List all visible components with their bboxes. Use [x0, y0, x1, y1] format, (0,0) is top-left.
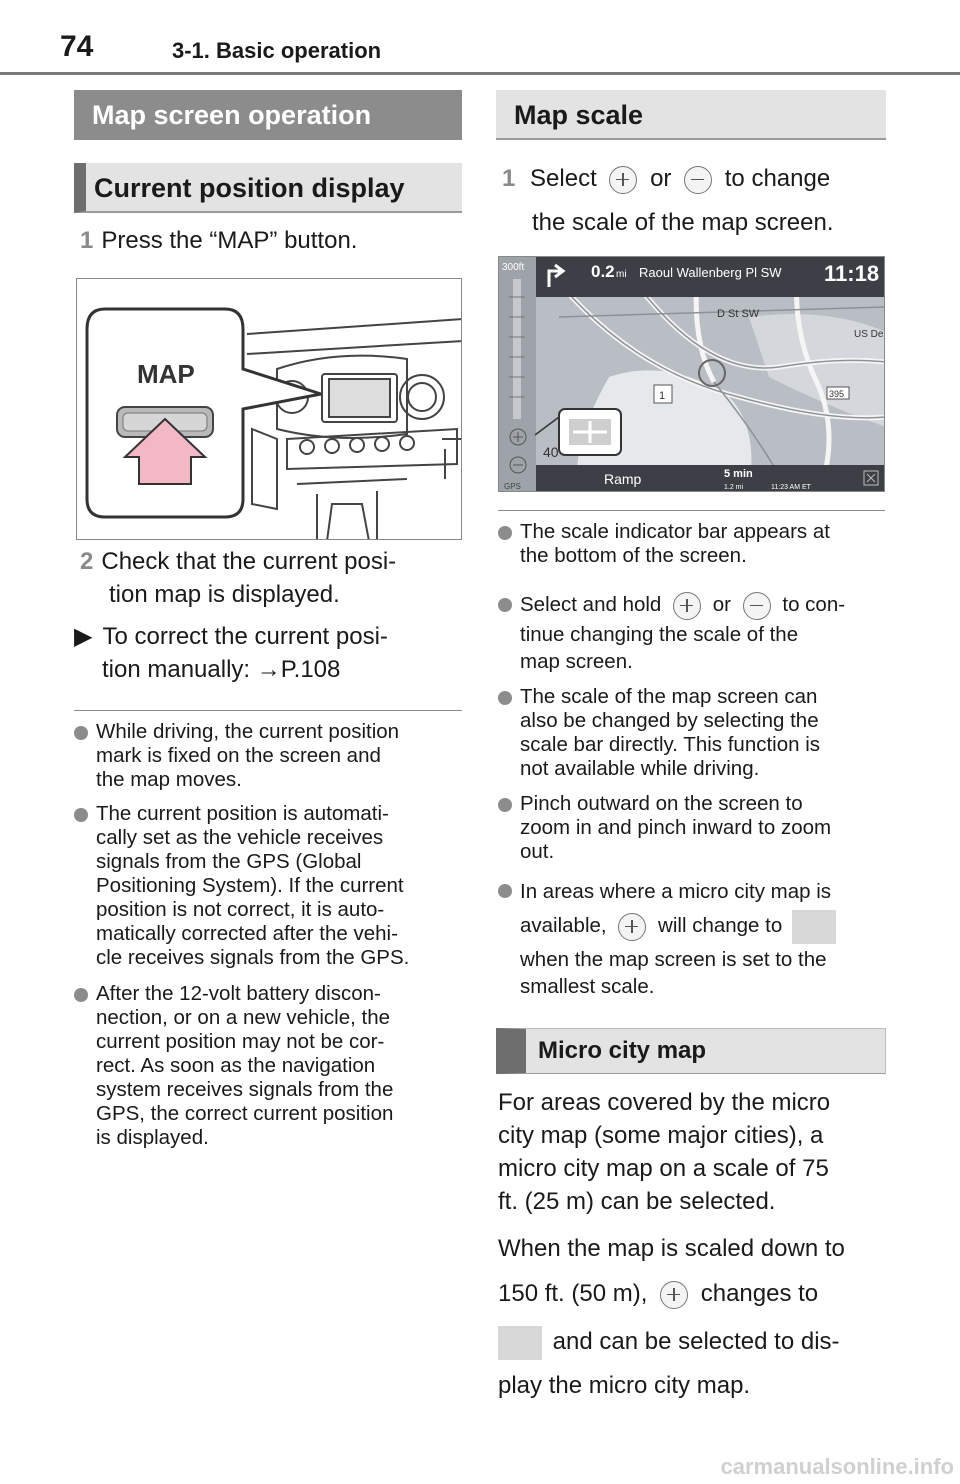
figure-map-button: [76, 278, 462, 540]
subsection-micro-city-map: Micro city map: [496, 1028, 886, 1074]
chapter-title: 3-1. Basic operation: [172, 38, 382, 63]
note-left-2: The current position is automati- cally set as the vehicle receives signals from the GPS (Global Positioning System). If the current position is not correct, it is auto- matically corrected after the vehi- cle receives signals from the GPS.: [74, 802, 466, 970]
step-text: Press the “MAP” button.: [101, 227, 358, 254]
header-rule: [0, 72, 960, 75]
step-1-right-line2: the scale of the map screen.: [532, 209, 834, 236]
micro-city-map-icon: [792, 910, 836, 944]
bullet-dot-icon: [498, 598, 512, 612]
map-eta-time: 5 min: [724, 468, 753, 480]
micro-city-paragraph-1: For areas covered by the micro city map (some major cities), a micro city map on a scale of 75 ft. (25 m) can be selected.: [498, 1089, 831, 1215]
map-scale-label: 300ft: [502, 262, 525, 273]
bullet-text-line2: tion manually: →P.108: [102, 656, 341, 683]
bullet-dot-icon: [498, 884, 512, 898]
note-left-1: While driving, the current position mark is fixed on the screen and the map moves.: [74, 720, 464, 792]
map-distance-unit: mi: [616, 269, 627, 280]
bullet-dot-icon: [498, 526, 512, 540]
step-number: 1: [80, 227, 94, 254]
note-left-3: After the 12-volt battery discon- nection, or on a new vehicle, the current position may not be cor- rect. As soon as the navigation system receives signals from the GPS, the correct current position is displayed.: [74, 982, 464, 1150]
bullet-dot-icon: [498, 691, 512, 705]
map-road-label: Ramp: [604, 471, 642, 487]
zoom-in-icon: [609, 166, 637, 194]
zoom-in-icon: [618, 913, 646, 941]
section-title-map-scale: Map scale: [496, 90, 886, 140]
map-eta-clock: 11:23 AM ET: [771, 484, 811, 491]
note-right-3: The scale of the map screen can also be changed by selecting the scale bar directly. This function is not available while driving.: [498, 685, 888, 781]
zoom-in-icon: [673, 592, 701, 620]
map-street-label-2: US De: [854, 329, 884, 340]
figure-map-label: MAP: [137, 359, 195, 389]
notes-divider-right: [498, 510, 885, 511]
note-right-1: The scale indicator bar appears at the bottom of the screen.: [498, 520, 888, 568]
step-text-tail: to change: [724, 165, 831, 192]
step-text-select: Select: [530, 165, 597, 192]
dashboard-illustration: [77, 279, 462, 540]
scale-indicator-bar: [513, 279, 521, 419]
route-shield-1: 1: [659, 390, 666, 402]
bullet-dot-icon: [74, 988, 88, 1002]
bullet-dot-icon: [74, 808, 88, 822]
note-right-5: In areas where a micro city map is available, will change to when the map screen is set to the smallest scale.: [498, 878, 888, 1000]
note-right-2: Select and hold or to con- tinue changing the scale of the map screen.: [498, 588, 888, 676]
step-1-right: [502, 162, 830, 196]
bullet-dot-icon: [74, 726, 88, 740]
bullet-correct-position: [74, 620, 388, 654]
route-shield-395: 395: [829, 389, 845, 399]
zoom-in-icon: [660, 1281, 688, 1309]
map-eta-distance: 1.2 mi: [724, 484, 744, 491]
map-gps-label: GPS: [504, 482, 521, 491]
note-right-4: Pinch outward on the screen to zoom in and pinch inward to zoom out.: [498, 792, 888, 864]
map-speed: 40: [543, 444, 559, 460]
micro-city-map-icon: [498, 1326, 542, 1360]
step-number: 2: [80, 548, 94, 575]
step-text-or: or: [650, 165, 672, 192]
map-clock: 11:18: [824, 261, 880, 286]
zoom-out-icon: [684, 166, 712, 194]
step-text-line1: Check that the current posi-: [101, 548, 397, 575]
map-street-label: D St SW: [717, 308, 760, 320]
zoom-out-icon: [743, 592, 771, 620]
page-number: 74: [60, 30, 94, 63]
bullet-dot-icon: [498, 798, 512, 812]
subsection-current-position-display: Current position display: [74, 163, 462, 213]
watermark: carmanualsonline.info: [720, 1454, 954, 1479]
notes-divider: [74, 710, 462, 711]
step-2-left: [80, 545, 396, 579]
figure-map-screen: [498, 256, 885, 492]
bullet-text-line1: To correct the current posi-: [102, 623, 388, 650]
micro-city-paragraph-2: When the map is scaled down to 150 ft. (50 m), changes to and can be selected to dis- play the micro city map.: [498, 1235, 845, 1399]
section-title-map-screen-operation: Map screen operation: [74, 90, 462, 140]
step-1-left: [80, 224, 357, 258]
step-number: 1: [502, 165, 516, 192]
map-distance: 0.2: [591, 262, 615, 281]
triangle-bullet-icon: ▶: [74, 623, 93, 650]
map-street-name: Raoul Wallenberg Pl SW: [639, 265, 782, 280]
step-2-line2: tion map is displayed.: [109, 581, 340, 608]
map-screen-illustration: [499, 257, 885, 492]
